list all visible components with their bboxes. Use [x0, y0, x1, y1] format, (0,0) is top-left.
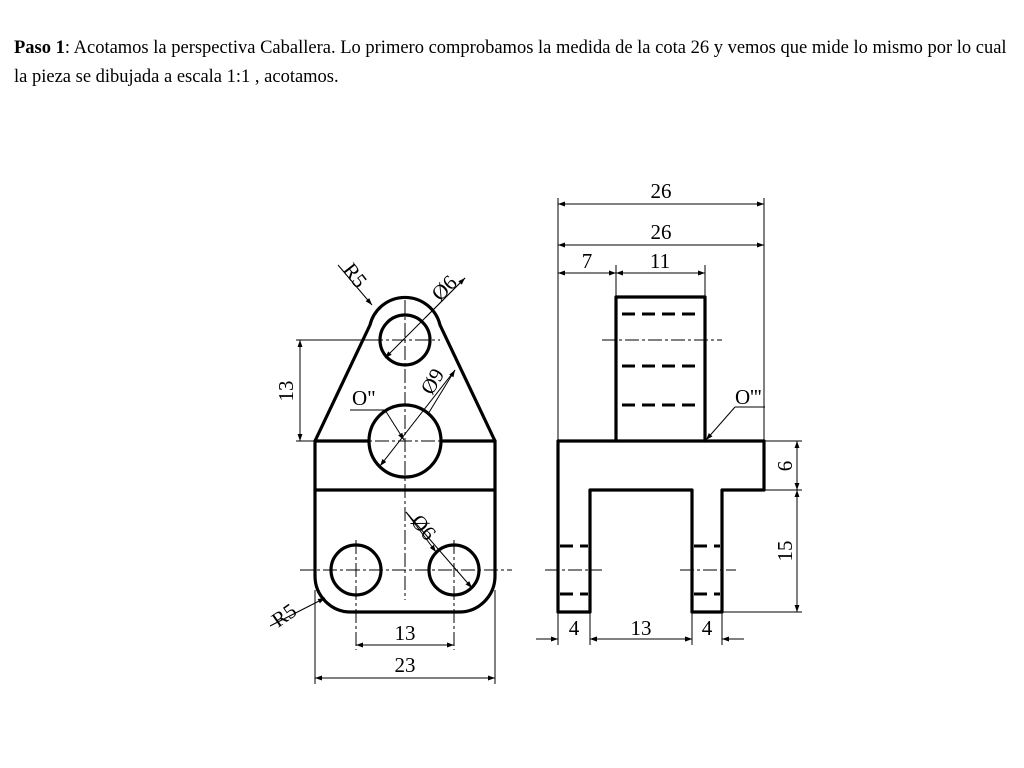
side-width-outer: 26 [650, 179, 672, 203]
front-center-label: O" [352, 386, 376, 410]
side-view [536, 179, 802, 645]
side-leg-right: 4 [701, 616, 713, 640]
side-outline [558, 297, 764, 612]
front-hole-spacing: 13 [394, 621, 416, 645]
side-leg-height: 15 [773, 540, 797, 562]
front-total-width: 23 [394, 653, 416, 677]
side-center-label: O''' [735, 385, 762, 409]
front-radius-top: R5 [338, 258, 373, 293]
side-gap-width: 13 [630, 616, 652, 640]
caption-text: : Acotamos la perspectiva Caballera. Lo primero comprobamos la medida de la cota 26 y vemos que mide lo mismo por lo cual la pieza se dibujada a escala 1:1 , acotamos. [14, 38, 1007, 87]
side-plate-height: 6 [773, 460, 797, 472]
front-view [267, 258, 512, 684]
side-width-inner: 26 [650, 220, 672, 244]
side-offset-left: 7 [581, 249, 593, 273]
front-diameter-bottom: Ø6 [406, 509, 442, 545]
front-radius-bottom: R5 [267, 598, 301, 633]
side-column-width: 11 [649, 249, 671, 273]
side-leg-left: 4 [568, 616, 580, 640]
caption-bold-prefix: Paso 1 [14, 38, 65, 58]
front-height-dim: 13 [274, 380, 298, 402]
front-diameter-top: Ø6 [426, 270, 462, 306]
front-diameter-center: Ø9 [415, 364, 450, 399]
